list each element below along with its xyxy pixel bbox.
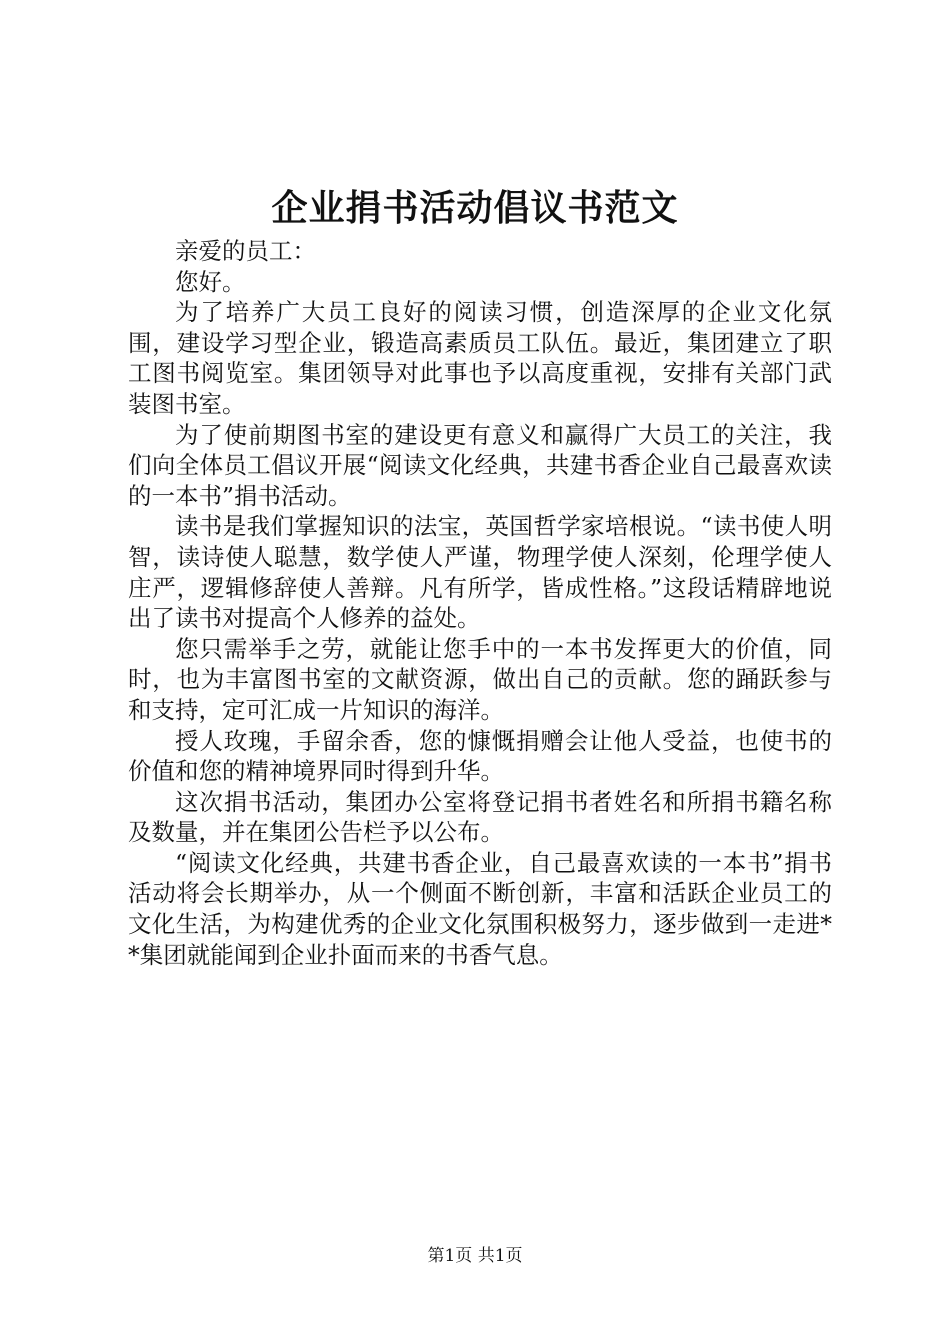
document-title: 企业捐书活动倡议书范文 [271, 187, 679, 229]
paragraph: 授人玫瑰，手留余香，您的慷慨捐赠会让他人受益，也使书的价值和您的精神境界同时得到升华。 [128, 726, 832, 786]
paragraph: 为了使前期图书室的建设更有意义和赢得广大员工的关注，我们向全体员工倡议开展“阅读文化经典，共建书香企业自己最喜欢读的一本书”捐书活动。 [128, 420, 832, 510]
greeting: 您好。 [175, 267, 246, 296]
document-body [128, 236, 832, 970]
paragraph: 这次捐书活动，集团办公室将登记捐书者姓名和所捐书籍名称及数量，并在集团公告栏予以公布。 [128, 787, 832, 847]
paragraph: 读书是我们掌握知识的法宝，英国哲学家培根说。“读书使人明智，读诗使人聪慧，数学使人严谨，物理学使人深刻，伦理学使人庄严，逻辑修辞使人善辩。凡有所学，皆成性格。”这段话精辟地说出了读书对提高个人修养的益处。 [128, 512, 832, 633]
salutation: 亲爱的员工： [175, 237, 316, 265]
page-number-footer: 第1页 共1页 [427, 1246, 523, 1266]
paragraph: “阅读文化经典，共建书香企业，自己最喜欢读的一本书”捐书活动将会长期举办，从一个侧面不断创新，丰富和活跃企业员工的文化生活，为构建优秀的企业文化氛围积极努力，逐步做到一走进**集团就能闻到企业扑面而来的书香气息。 [128, 848, 832, 969]
paragraph: 您只需举手之劳，就能让您手中的一本书发挥更大的价值，同时，也为丰富图书室的文献资源，做出自己的贡献。您的踊跃参与和支持，定可汇成一片知识的海洋。 [128, 634, 832, 724]
paragraph: 为了培养广大员工良好的阅读习惯，创造深厚的企业文化氛围，建设学习型企业，锻造高素质员工队伍。最近，集团建立了职工图书阅览室。集团领导对此事也予以高度重视，安排有关部门武装图书室。 [128, 298, 832, 418]
